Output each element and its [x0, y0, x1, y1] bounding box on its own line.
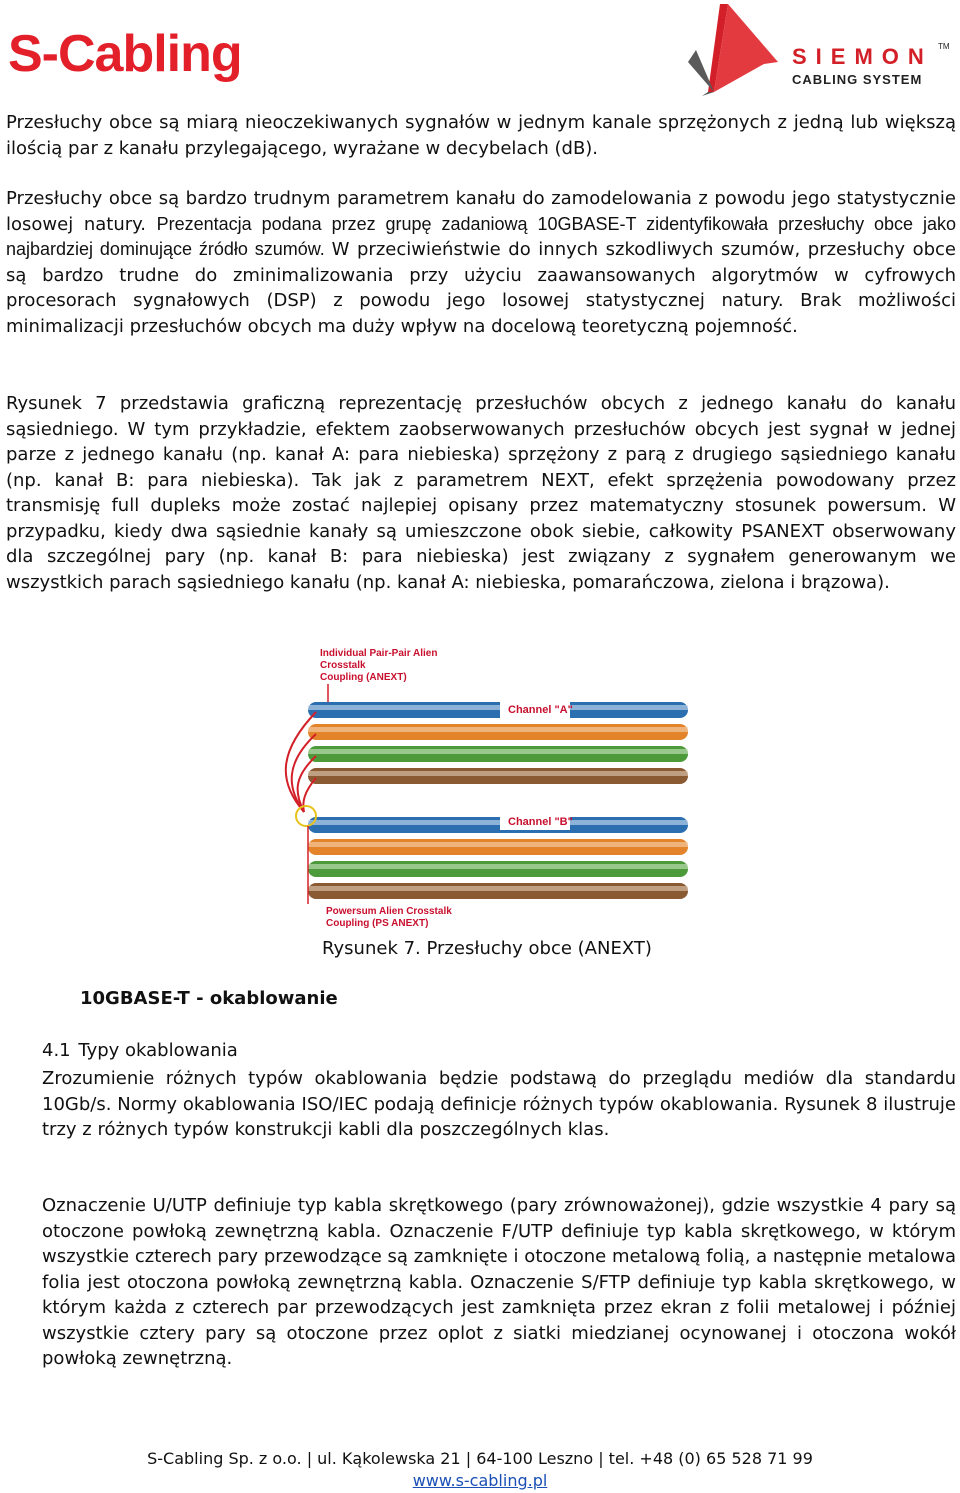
channel-b-label: Channel "B" — [508, 816, 573, 828]
paragraph-text: Rysunek 7 przedstawia graficzną reprezentację przesłuchów obcych z jednego kanału do kanału sąsiedniego. W tym przykładzie, efektem zaobserwowanych przesłuchów obcych jest sygnał w jednej parze z jednego kanału (np. kanał A: para niebieska) sprzężony z parą z drugiego sąsiedniego kanału (np. kanał B: para niebieska). Tak jak z parametrem NEXT, efekt sprzężenia powodowany przez transmisję full dupleks może zostać najlepiej opisany przez matematyczny stosunek powersum. W przypadku, kiedy dwa sąsiednie kanały są umieszczone obok siebie, całkowity PSANEXT obserwowany dla szczególnej pary (np. kanał B: para niebieska) jest związany z sygnałem generowanym we wszystkich parach sąsiedniego kanału (np. kanał A: niebieska, pomarańczowa, zielona i brązowa). — [6, 393, 956, 593]
siemon-wordmark: SIEMON — [792, 44, 933, 69]
footer-address: S-Cabling Sp. z o.o. | ul. Kąkolewska 21 | 64-100 Leszno | tel. +48 (0) 65 528 71 99 — [147, 1449, 813, 1468]
paragraph-text: Przesłuchy obce są miarą nieoczekiwanych sygnałów w jednym kanale sprzężonych z jedną lub większą ilością par z kanału przylegającego, wyrażane w decybelach (dB). — [6, 112, 956, 159]
cable-illustration — [268, 642, 723, 934]
subsection-number: 4.1 — [42, 1040, 71, 1061]
figure-alien-crosstalk — [268, 642, 723, 934]
paragraph-sentence: Prezentacja podana przez grupę zadaniową 10GBASE-T zidentyfikowała przesłuchy obce jako najbardziej dominujące źródło szumów. — [6, 213, 956, 259]
label-line: Coupling (ANEXT) — [320, 672, 407, 683]
section-heading: 10GBASE-T - okablowanie — [80, 988, 338, 1009]
siemon-subtitle: CABLING SYSTEM — [792, 72, 923, 87]
anext-label — [320, 648, 437, 684]
paragraph-sentence: W przeciwieństwie do innych szkodliwych szumów, przesłuchy obce są bardzo trudne do zminimalizowania przy użyciu zaawansowanych algorytmów w cyfrowych procesorach sygnałowych (DSP) z powodu jego losowej statystycznej natury. Brak możliwości minimalizacji przesłuchów obcych ma duży wpływ na docelową teoretyczną pojemność. — [6, 239, 956, 337]
subsection-title: Typy okablowania — [78, 1040, 238, 1061]
paragraph-text: Oznaczenie U/UTP definiuje typ kabla skrętkowego (pary zrównoważonej), gdzie wszystkie 4 pary są otoczone powłoką zewnętrzną kabla. Oznaczenie F/UTP definiuje typ kabla skrętkowego, w którym wszystkie czterech pary przewodzące są zamknięte i otoczone metalową folią, a następnie metalowa folia jest otoczona powłoką zewnętrzną kabla. Oznaczenie S/FTP definiuje typ kabla skrętkowego, w którym każda z czterech par przewodzących jest zamknięta przez ekran z folii metalowej i później wszystkie cztery pary są otoczone przez oplot z siatki miedzianej ocynowanej i otoczona wokół powłoką zewnętrzną. — [42, 1195, 956, 1369]
ps-anext-label — [326, 906, 452, 930]
paragraph-text: Zrozumienie różnych typów okablowania będzie podstawą do przeglądu mediów dla standardu 10Gb/s. Normy okablowania ISO/IEC podają definicje różnych typów okablowania. Rysunek 8 ilustruje trzy z różnych typów konstrukcji kabli dla poszczególnych klas. — [42, 1068, 956, 1140]
label-line: Coupling (PS ANEXT) — [326, 918, 429, 929]
paragraph-5 — [42, 1193, 956, 1372]
paragraph-4 — [42, 1066, 956, 1143]
paragraph-text — [6, 186, 956, 339]
siemon-logo — [668, 2, 958, 97]
paragraph-2 — [6, 186, 956, 339]
paragraph-1 — [6, 110, 956, 161]
label-line: Individual Pair-Pair Alien — [320, 648, 438, 659]
footer-website-link[interactable]: www.s-cabling.pl — [412, 1471, 548, 1490]
paragraph-sentence: Przesłuchy obce są bardzo trudnym parametrem kanału do zamodelowania z powodu jego statystycznie losowej natury. — [6, 188, 956, 235]
subsection-heading — [42, 1040, 238, 1061]
siemon-swoosh-icon — [668, 2, 798, 97]
s-cabling-logo: S-Cabling — [8, 25, 242, 83]
label-line: Crosstalk — [320, 660, 366, 671]
trademark-mark: TM — [938, 42, 950, 51]
label-line: Powersum Alien Crosstalk — [326, 906, 452, 917]
channel-a-label: Channel "A" — [508, 704, 573, 716]
paragraph-3 — [6, 391, 956, 595]
figure-caption: Rysunek 7. Przesłuchy obce (ANEXT) — [322, 938, 652, 959]
